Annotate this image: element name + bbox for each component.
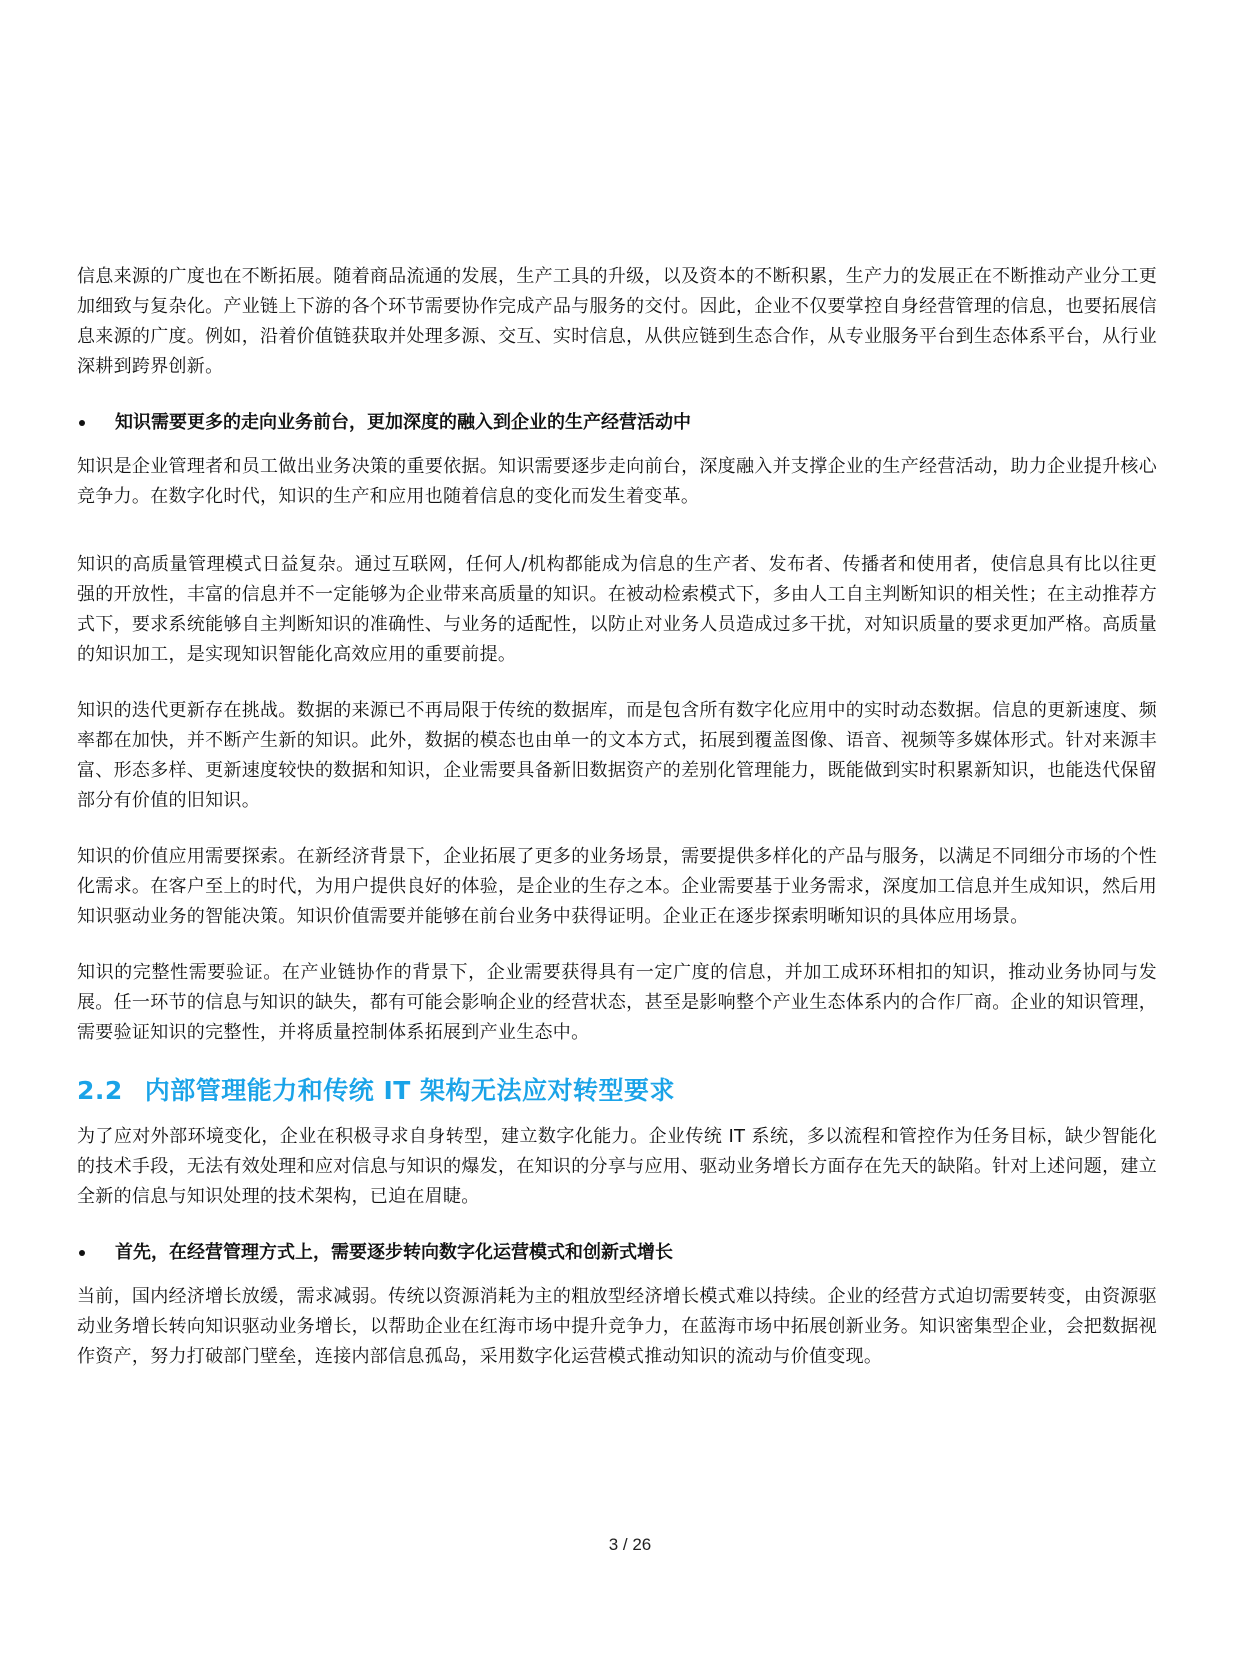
paragraph-knowledge-value: 知识的价值应用需要探索。在新经济背景下，企业拓展了更多的业务场景，需要提供多样化的产品与服务，以满足不同细分市场的个性化需求。在客户至上的时代，为用户提供良好的体验，是企业的生存之本。企业需要基于业务需求，深度加工信息并生成知识，然后用知识驱动业务的智能决策。知识价值需要并能够在前台业务中获得证明。企业正在逐步探索明晰知识的具体应用场景。 xyxy=(77,846,1157,927)
bullet-dot-icon xyxy=(79,1250,85,1256)
paragraph-knowledge-iteration: 知识的迭代更新存在挑战。数据的来源已不再局限于传统的数据库，而是包含所有数字化应用中的实时动态数据。信息的更新速度、频率都在加快，并不断产生新的知识。此外，数据的模态也由单一的文本方式，拓展到覆盖图像、语音、视频等多媒体形式。针对来源丰富、形态多样、更新速度较快的数据和知识，企业需要具备新旧数据资产的差别化管理能力，既能做到实时积累新知识，也能迭代保留部分有价值的旧知识。 xyxy=(77,700,1157,811)
page-content xyxy=(77,262,1157,1372)
paragraph-section-intro: 为了应对外部环境变化，企业在积极寻求自身转型，建立数字化能力。企业传统 IT 系统，多以流程和管控作为任务目标，缺少智能化的技术手段，无法有效处理和应对信息与知识的爆发，在知识的分享与应用、驱动业务增长方面存在先天的缺陷。针对上述问题，建立全新的信息与知识处理的技术架构，已迫在眉睫。 xyxy=(77,1126,1157,1207)
paragraph-knowledge-quality: 知识的高质量管理模式日益复杂。通过互联网，任何人/机构都能成为信息的生产者、发布者、传播者和使用者，使信息具有比以往更强的开放性，丰富的信息并不一定能够为企业带来高质量的知识。在被动检索模式下，多由人工自主判断知识的相关性；在主动推荐方式下，要求系统能够自主判断知识的准确性、与业务的适配性，以防止对业务人员造成过多干扰，对知识质量的要求更加严格。高质量的知识加工，是实现知识智能化高效应用的重要前提。 xyxy=(77,554,1157,665)
bullet-knowledge-frontend xyxy=(77,408,1157,438)
paragraph-knowledge-completeness: 知识的完整性需要验证。在产业链协作的背景下，企业需要获得具有一定广度的信息，并加工成环环相扣的知识，推动业务协同与发展。任一环节的信息与知识的缺失，都有可能会影响企业的经营状态，甚至是影响整个产业生态体系内的合作厂商。企业的知识管理，需要验证知识的完整性，并将质量控制体系拓展到产业生态中。 xyxy=(77,962,1157,1043)
page-number: 3 / 26 xyxy=(608,1535,652,1554)
paragraph-economic-growth: 当前，国内经济增长放缓，需求减弱。传统以资源消耗为主的粗放型经济增长模式难以持续。企业的经营方式迫切需要转变，由资源驱动业务增长转向知识驱动业务增长，以帮助企业在红海市场中提升竞争力，在蓝海市场中拓展创新业务。知识密集型企业，会把数据视作资产，努力打破部门壁垒，连接内部信息孤岛，采用数字化运营模式推动知识的流动与价值变现。 xyxy=(77,1286,1157,1367)
bullet-digital-operation xyxy=(77,1238,1157,1268)
bullet-text: 首先，在经营管理方式上，需要逐步转向数字化运营模式和创新式增长 xyxy=(115,1242,673,1263)
section-title: 内部管理能力和传统 IT 架构无法应对转型要求 xyxy=(144,1076,676,1105)
paragraph-knowledge-basis: 知识是企业管理者和员工做出业务决策的重要依据。知识需要逐步走向前台，深度融入并支撑企业的生产经营活动，助力企业提升核心竞争力。在数字化时代，知识的生产和应用也随着信息的变化而发生着变革。 xyxy=(77,456,1157,507)
section-number: 2.2 xyxy=(77,1076,123,1105)
section-heading-2-2 xyxy=(77,1074,1157,1108)
bullet-dot-icon xyxy=(79,420,85,426)
bullet-text: 知识需要更多的走向业务前台，更加深度的融入到企业的生产经营活动中 xyxy=(115,412,691,433)
paragraph-information-breadth: 信息来源的广度也在不断拓展。随着商品流通的发展，生产工具的升级，以及资本的不断积累，生产力的发展正在不断推动产业分工更加细致与复杂化。产业链上下游的各个环节需要协作完成产品与服务的交付。因此，企业不仅要掌控自身经营管理的信息，也要拓展信息来源的广度。例如，沿着价值链获取并处理多源、交互、实时信息，从供应链到生态合作，从专业服务平台到生态体系平台，从行业深耕到跨界创新。 xyxy=(77,266,1157,377)
